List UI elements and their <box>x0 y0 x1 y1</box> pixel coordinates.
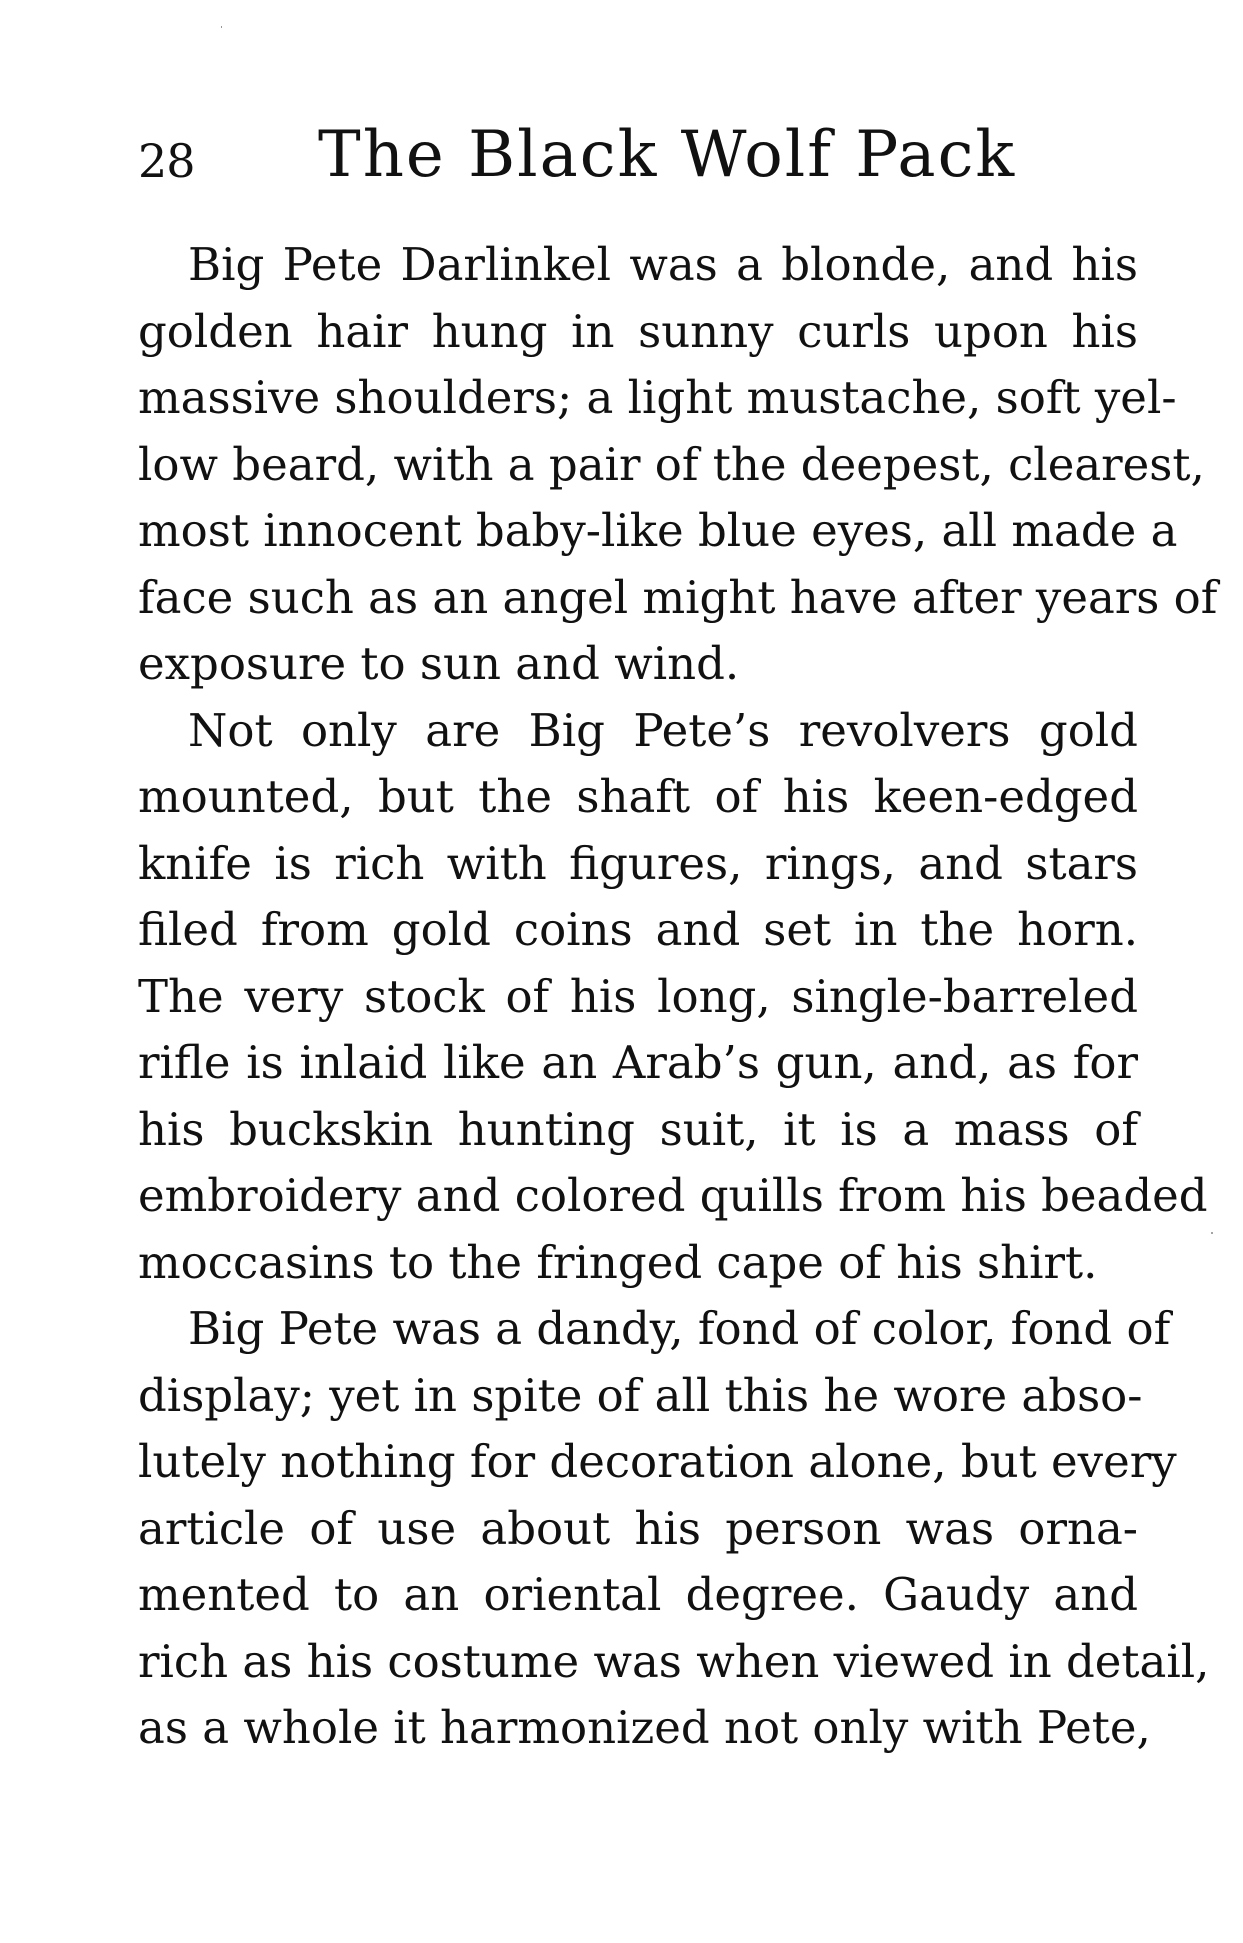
paper-speck <box>221 26 222 28</box>
text-line: lutely nothing for decoration alone, but every <box>138 1435 1177 1488</box>
text-line: exposure to sun and wind. <box>138 637 740 690</box>
running-head <box>138 118 1138 198</box>
text-line: embroidery and colored quills from his beaded <box>138 1169 1208 1222</box>
text-line: moccasins to the fringed cape of his shirt. <box>138 1235 1098 1289</box>
text-line: golden hair hung in sunny curls upon his <box>138 304 1138 358</box>
text-line: filed from gold coins and set in the horn. <box>138 903 1138 956</box>
text-line: face such as an angel might have after years of <box>138 570 1218 624</box>
paragraph <box>138 698 1208 1297</box>
text-line: display; yet in spite of all this he wore abso- <box>138 1368 1143 1422</box>
text-line: most innocent baby-like blue eyes, all made a <box>138 504 1178 557</box>
text-line: Big Pete Darlinkel was a blonde, and his <box>188 238 1138 291</box>
text-line: mounted, but the shaft of his keen-edged <box>138 770 1138 823</box>
text-line: article of use about his person was orna- <box>138 1501 1138 1555</box>
paragraph <box>138 1296 1210 1762</box>
paragraph <box>138 232 1218 698</box>
text-line: low beard, with a pair of the deepest, clearest, <box>138 437 1205 491</box>
body-text <box>138 232 1218 1762</box>
paper-speck <box>1211 1232 1213 1234</box>
text-line: rich as his costume was when viewed in detail, <box>138 1634 1210 1688</box>
text-line: as a whole it harmonized not only with Pete, <box>138 1701 1151 1754</box>
text-line: rifle is inlaid like an Arab’s gun, and, as for <box>138 1036 1138 1089</box>
text-line: his buckskin hunting suit, it is a mass of <box>138 1102 1138 1156</box>
text-line: Big Pete was a dandy, fond of color, fond of <box>188 1302 1171 1355</box>
book-title: The Black Wolf Pack <box>318 118 1017 192</box>
page-number: 28 <box>138 134 195 188</box>
text-line: Not only are Big Pete’s revolvers gold <box>188 703 1138 757</box>
text-line: knife is rich with figures, rings, and stars <box>138 836 1138 890</box>
text-line: mented to an oriental degree. Gaudy and <box>138 1568 1138 1621</box>
text-line: The very stock of his long, single-barreled <box>138 969 1138 1023</box>
text-line: massive shoulders; a light mustache, soft yel- <box>138 371 1177 424</box>
